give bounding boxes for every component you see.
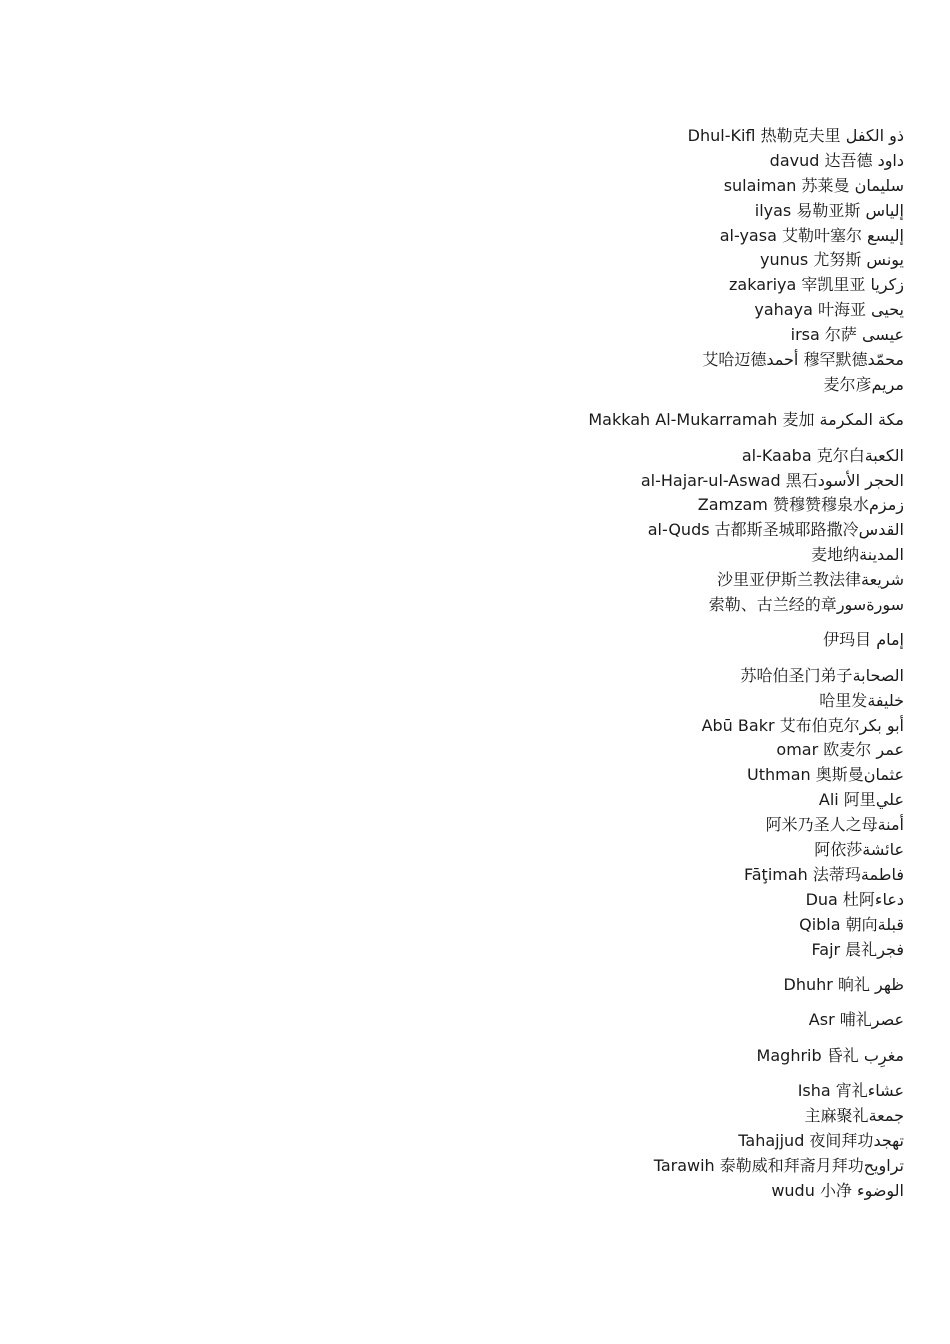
text-line: أمنة阿米乃圣人之母	[765, 815, 904, 835]
paragraph-gap	[144, 653, 904, 664]
text-line: يحيى yahaya 叶海亚	[754, 300, 904, 320]
text-line: الوضوء wudu 小净	[771, 1180, 904, 1200]
text-line: مغرِب Maghrib 昏礼	[756, 1045, 904, 1065]
text-line: قبلةQibla 朝向	[799, 914, 904, 934]
document-page	[144, 124, 904, 1204]
text-line: أبو بكرAbū Bakr 艾布伯克尔	[701, 715, 904, 735]
text-line: مكة المكرمة Makkah Al-Mukarramah 麦加	[588, 410, 904, 430]
text-line: يونس yunus 尤努斯	[760, 250, 904, 270]
text-line: شريعة沙里亚伊斯兰教法律	[717, 570, 904, 590]
text-line: عمر omar 欧麦尔	[776, 740, 904, 760]
text-line: فاطمةFāţimah 法蒂玛	[744, 864, 904, 884]
text-line: إليسع al-yasa 艾勒叶塞尔	[719, 225, 904, 245]
text-line: تراويحTarawih 泰勒威和拜斋月拜功	[653, 1155, 904, 1175]
text-line: المدينة麦地纳	[811, 545, 904, 565]
text-line: تهجدTahajjud 夜间拜功	[738, 1130, 904, 1150]
text-line: الكعبةal-Kaaba 克尔白	[741, 445, 904, 465]
text-line: مريم麦尔彦	[823, 374, 904, 394]
paragraph-gap	[144, 998, 904, 1009]
text-line: الصحابة苏哈伯圣门弟子	[740, 665, 904, 685]
text-line: زمزمZamzam 赞穆赞穆泉水	[697, 495, 904, 515]
text-line: سورةسور索勒、古兰经的章	[708, 595, 904, 615]
text-line: إلياس ilyas 易勒亚斯	[754, 200, 904, 220]
text-line: داود davud 达吾德	[769, 150, 904, 170]
text-line: عيسى irsa 尔萨	[790, 325, 904, 345]
text-line: عشاءIsha 宵礼	[797, 1081, 904, 1101]
text-line: جمعة主麻聚礼	[804, 1106, 904, 1126]
text-line: دعاءDua 杜阿	[805, 889, 904, 909]
text-line: الحجر الأسودal-Hajar-ul-Aswad 黑石	[640, 470, 904, 490]
text-line: عصرAsr 哺礼	[808, 1010, 904, 1030]
text-line: إمام 伊玛目	[823, 630, 904, 650]
text-line: عليAli 阿里	[818, 790, 904, 810]
paragraph-gap	[144, 1069, 904, 1080]
text-line: زكريا zakariya 宰凯里亚	[729, 275, 904, 295]
text-line: ظهر Dhuhr 晌礼	[783, 975, 904, 994]
paragraph-gap	[144, 618, 904, 629]
text-line: سليمان sulaiman 苏莱曼	[723, 175, 904, 195]
paragraph-gap	[144, 433, 904, 444]
text-line: محمّد穆罕默德 أحمد艾哈迈德	[702, 350, 904, 370]
text-line: عثمانUthman 奥斯曼	[747, 765, 904, 785]
paragraph-gap	[144, 963, 904, 974]
paragraph-gap	[144, 398, 904, 409]
text-line: عائشة阿依莎	[814, 840, 904, 860]
text-line: فجرFajr 晨礼	[811, 939, 904, 959]
paragraph-gap	[144, 1033, 904, 1044]
text-line: خليفة哈里发	[819, 690, 904, 710]
text-line: ذو الكفل Dhul-Kifl 热勒克夫里	[687, 126, 904, 145]
text-line: القدسal-Quds 古都斯圣城耶路撒冷	[647, 520, 904, 540]
